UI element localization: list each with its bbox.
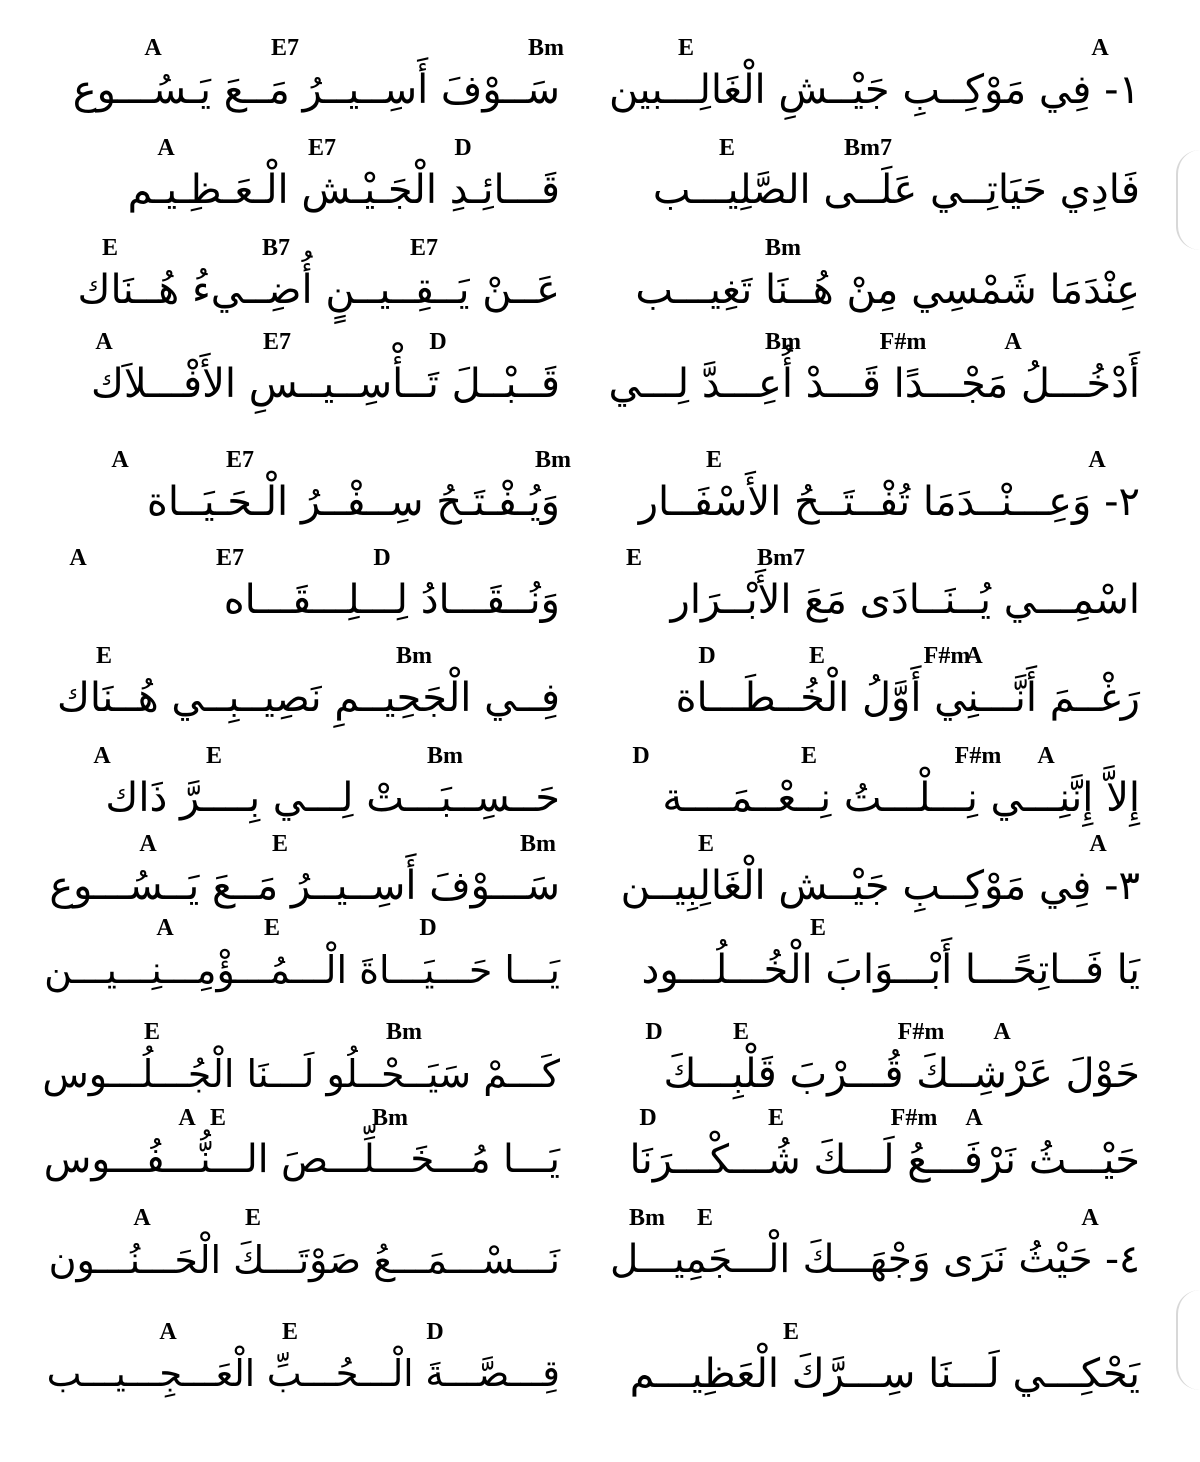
chord-label: F#m [923,643,971,669]
chord-label: A [178,1105,196,1131]
chord-label: Bm7 [757,545,805,571]
chord-label: E [271,831,289,857]
chord-label: D [698,643,716,669]
chord-label: E7 [270,35,300,61]
chord-label: Bm7 [844,135,892,161]
chord-label: E [697,831,715,857]
chord-label: A [1091,35,1109,61]
chord-label: E [263,915,281,941]
chord-label: Bm [396,643,432,669]
lyric-text: عَــنْ يَــقِــيــنٍ أُضِــيءُ هُــنَاك [77,267,560,313]
lyric-text: يَـــا مُـــخَـــلِّـــصَ الـــنُّـــفُـــوس [43,1137,560,1182]
chord-label: A [156,915,174,941]
chord-label: E [244,1205,262,1231]
chord-label: E [209,1105,227,1131]
chord-label: A [93,743,111,769]
lyric-text: حَــسِــبَـــتْ لِـــي بِــــرَّ ذَاك [105,775,560,821]
lyric-text: قَـــائِـدِ الْجَـيْـش الْـعَـظِـيـم [127,167,560,213]
chord-label: D [429,329,447,355]
lyric-text: ٢- وَعِـــنْــدَمَا تُفْــتَــحُ الأَسْفَــار [638,479,1140,525]
lyric-text: سَـــوْفَ أَسِــيــرُ مَــعَ يَــسُـــوع [49,863,560,909]
chord-label: E [677,35,695,61]
chord-label: Bm [528,35,564,61]
verse-line-right-half [600,1198,1160,1328]
lyric-text: كَـــمْ سَيَــحْــلُو لَـــنَا الْجُـــلُـــوس [42,1052,560,1096]
chord-label: F#m [897,1019,945,1045]
lyric-text: قِـــصَّـــةَ الْـــحُـــبِّ الْعَـــجِـــيـــب [46,1352,560,1395]
verse-line-left-half [40,1198,580,1328]
chord-label: E [696,1205,714,1231]
chord-label: Bm [765,235,801,261]
chord-label: F#m [954,743,1002,769]
chord-label: Bm [372,1105,408,1131]
chord-label: B7 [261,235,291,261]
lyric-text: إِلاَّ إِنَّنِـــي نِـــلْـــتُ نِــعْــمَــــة [662,775,1140,821]
chord-label: Bm [765,329,801,355]
chord-label: D [454,135,472,161]
chord-label: E7 [215,545,245,571]
lyric-text: ١- فِي مَوْكِــبِ جَيْــشِ الْغَالِـــبين [608,67,1140,113]
chord-label: E [767,1105,785,1131]
lyric-text: أَدْخُـــلُ مَجْـــدًا قَـــدْ أُعِـــدَّ لِـــي [608,361,1140,407]
chord-label: D [639,1105,657,1131]
chord-label: E7 [307,135,337,161]
lyric-text: فَادِي حَيَاتِــي عَلَــى الصَّلِيـــب [652,167,1140,213]
chord-label: E [705,447,723,473]
chord-label: E [95,643,113,669]
chord-label: F#m [890,1105,938,1131]
lyric-text: سَــوْفَ أَسِــيــرُ مَــعَ يَـسُـــوع [72,67,560,113]
chord-label: D [645,1019,663,1045]
lyric-text: وَنُــقَـــادُ لِـــلِـــقَـــاه [223,577,560,623]
song-line [0,322,1200,452]
chord-label: E [143,1019,161,1045]
chord-label: Bm [535,447,571,473]
chord-label: E [800,743,818,769]
chord-label: A [157,135,175,161]
chord-label: D [419,915,437,941]
chord-label: A [1089,831,1107,857]
chord-label: E7 [409,235,439,261]
chord-label: A [1081,1205,1099,1231]
chord-label: D [426,1319,444,1345]
lyric-text: ٣- فِي مَوْكِــبِ جَيْــش الْغَالِبِيــن [620,863,1140,909]
chord-label: A [1037,743,1055,769]
chord-label: Bm [520,831,556,857]
lyric-text: عِنْدَمَا شَمْسِي مِنْ هُــنَا تَغِيـــب [635,267,1140,313]
lyric-text: ٤- حَيْثُ نَرَى وَجْهَـــكَ الْـــجَمِيـــل [609,1237,1140,1282]
chord-label: A [111,447,129,473]
verse-line-left-half [40,322,580,452]
song-line [0,1312,1200,1442]
lyric-text: حَيْـــثُ نَرْفَـــعُ لَـــكَ شُـــكْـــرَنَا [629,1137,1140,1183]
lyric-text: يَحْكِـــي لَـــنَا سِـــرَّكَ الْعَظِيـــم [629,1351,1140,1397]
verse-line-right-half [600,1312,1160,1442]
lyric-text: يَـــا حَـــيَـــاةَ الْـــمُـــؤْمِـــنِـــيـــن [44,948,560,992]
chord-label: D [373,545,391,571]
chord-label: E [808,643,826,669]
song-line [0,1198,1200,1328]
chord-label: A [1004,329,1022,355]
chord-label: A [993,1019,1011,1045]
chord-label: A [965,1105,983,1131]
lyric-text: فِــي الْجَحِيــمِ نَصِيــبِــي هُــنَاك [56,675,560,721]
page-edge-mark [1176,1290,1200,1390]
chord-label: E [101,235,119,261]
chord-label: F#m [879,329,927,355]
chord-label: E7 [225,447,255,473]
lyric-text: وَيُـفْـتَـحُ سِــفْــرُ الْـحَـيَــاة [146,479,560,525]
chord-label: E [732,1019,750,1045]
chord-label: A [139,831,157,857]
lyric-text: نَـــسْـــمَـــعُ صَوْتَـــكَ الْحَـــنُـــون [48,1238,560,1282]
chord-label: Bm [629,1205,665,1231]
chord-label: A [95,329,113,355]
chord-label: A [133,1205,151,1231]
chord-label: A [69,545,87,571]
chord-label: E [809,915,827,941]
page-edge-mark [1176,150,1200,250]
lyric-text: اسْمِـــي يُــنَــادَى مَعَ الأَبْــرَار [670,577,1140,623]
lyric-text: رَغْــمَ أَنَّـــنِي أَوَّلُ الْخُــطَـــاة [675,675,1140,721]
lyric-text: قَــبْــلَ تَــأْسِــيــسِ الأَفْـــلاَك [90,361,560,407]
lyric-text: حَوْلَ عَرْشِــكَ قُـــرْبَ قَلْبِـــكَ [663,1051,1140,1097]
chord-label: E [625,545,643,571]
chord-label: A [144,35,162,61]
chord-label: Bm [386,1019,422,1045]
chord-label: Bm [427,743,463,769]
chord-label: E [718,135,736,161]
verse-line-left-half [40,1312,580,1442]
chord-label: E [281,1319,299,1345]
chord-label: E7 [262,329,292,355]
chord-label: E [205,743,223,769]
chord-label: A [965,643,983,669]
chord-label: A [1088,447,1106,473]
chord-label: E [782,1319,800,1345]
chord-label: D [632,743,650,769]
chord-label: A [159,1319,177,1345]
lyric-text: يَا فَــاتِحًـــا أَبْـــوَابَ الْخُـــلُـــود [641,947,1140,993]
verse-line-right-half [600,322,1160,452]
